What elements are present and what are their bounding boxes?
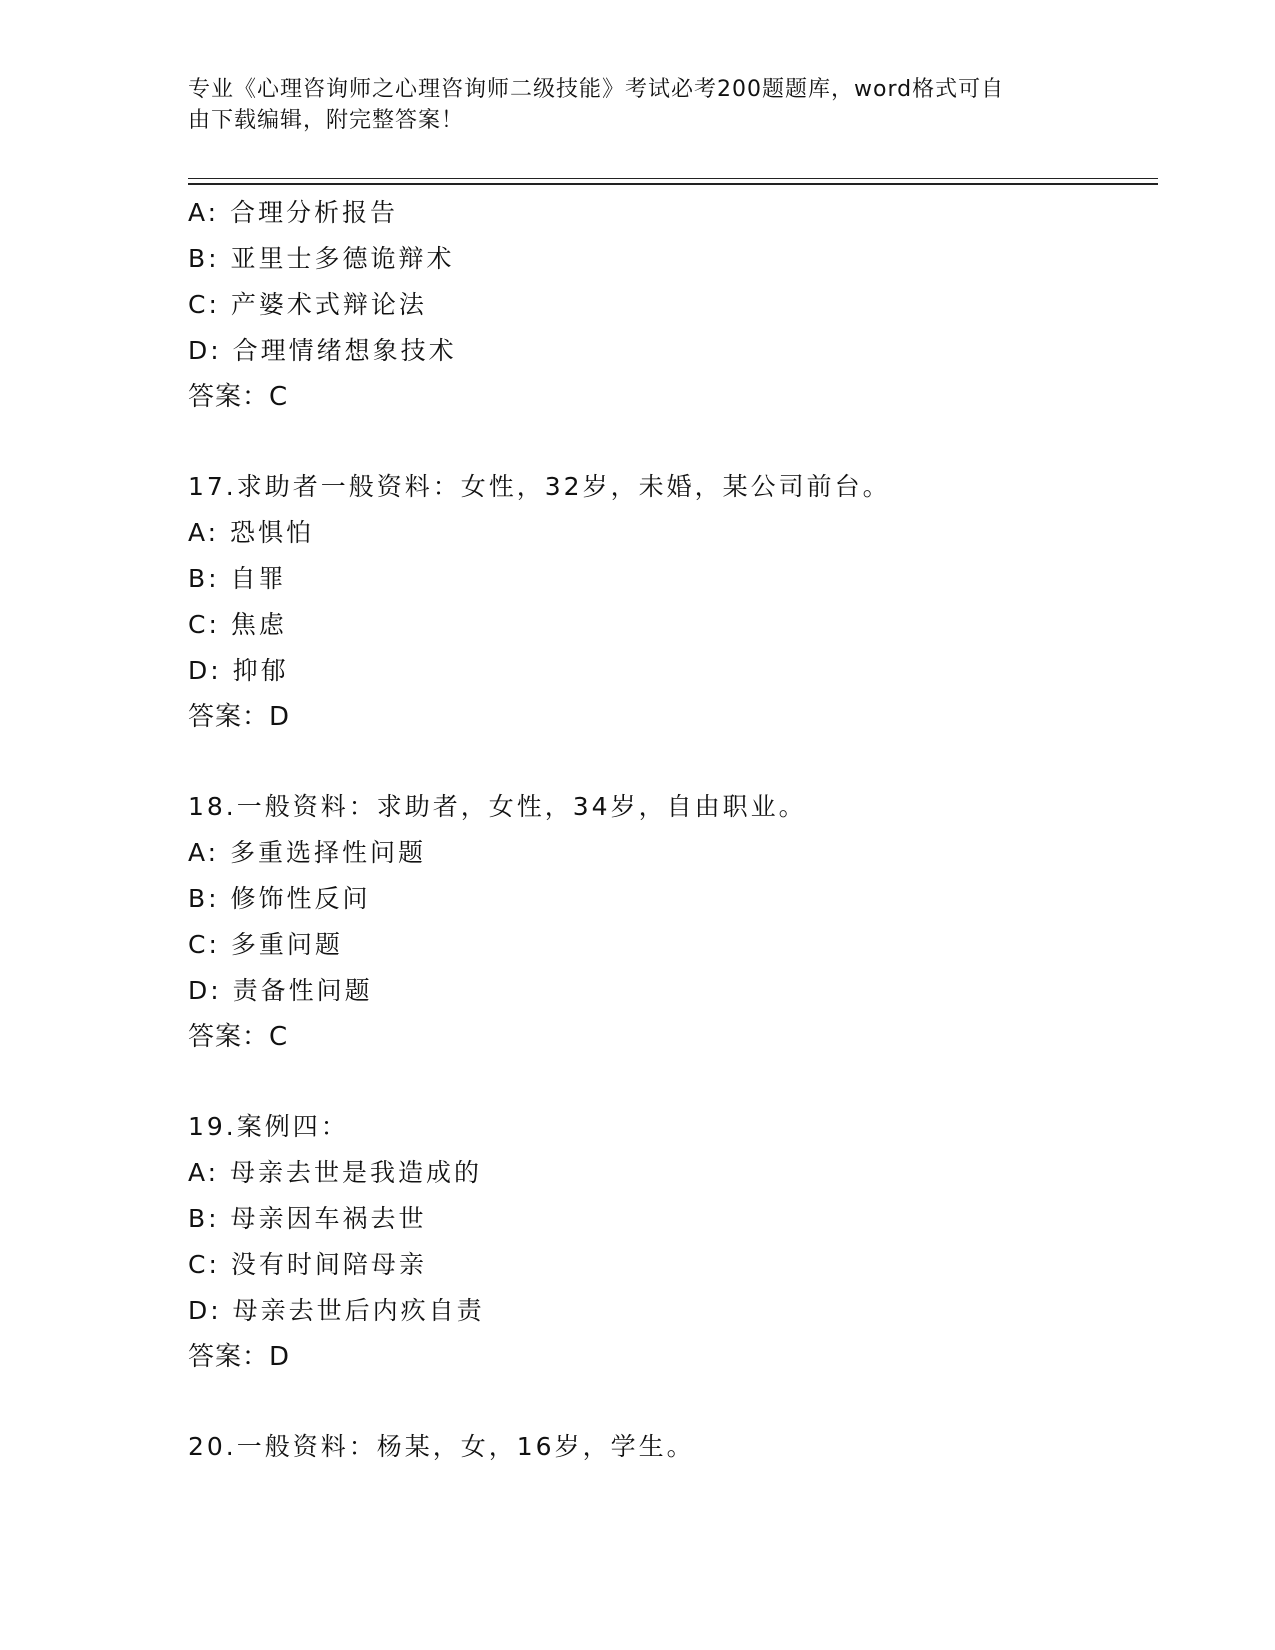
question-stem: 19.案例四： xyxy=(188,1112,349,1141)
question-17 xyxy=(188,464,1158,740)
header-divider-thick xyxy=(188,183,1158,185)
document-header xyxy=(188,74,1068,136)
answer: 答案：C xyxy=(188,382,289,412)
option-a: A: 多重选择性问题 xyxy=(188,838,427,867)
option-d: D: 母亲去世后内疚自责 xyxy=(188,1296,485,1325)
question-stem: 18.一般资料：求助者，女性，34岁，自由职业。 xyxy=(188,792,807,821)
option-b: B: 母亲因车祸去世 xyxy=(188,1204,427,1233)
option-a: A: 合理分析报告 xyxy=(188,198,399,227)
answer: 答案：C xyxy=(188,1022,289,1052)
option-b: B: 自罪 xyxy=(188,564,287,593)
header-divider-thin xyxy=(188,178,1158,179)
option-c: C: 产婆术式辩论法 xyxy=(188,290,427,319)
option-b: B: 修饰性反问 xyxy=(188,884,371,913)
question-19 xyxy=(188,1104,1158,1380)
answer: 答案：D xyxy=(188,1342,291,1372)
question-16 xyxy=(188,190,1158,420)
header-line-2: 由下载编辑，附完整答案！ xyxy=(188,108,465,133)
header-line-1: 专业《心理咨询师之心理咨询师二级技能》考试必考200题题库，word格式可自 xyxy=(188,77,1005,102)
option-d: D: 合理情绪想象技术 xyxy=(188,336,457,365)
option-c: C: 焦虑 xyxy=(188,610,287,639)
option-c: C: 没有时间陪母亲 xyxy=(188,1250,427,1279)
option-a: A: 母亲去世是我造成的 xyxy=(188,1158,483,1187)
question-stem: 20.一般资料：杨某，女，16岁，学生。 xyxy=(188,1432,695,1461)
option-d: D: 责备性问题 xyxy=(188,976,373,1005)
question-20 xyxy=(188,1424,1158,1470)
question-18 xyxy=(188,784,1158,1060)
question-stem: 17.求助者一般资料：女性，32岁，未婚，某公司前台。 xyxy=(188,472,891,501)
option-c: C: 多重问题 xyxy=(188,930,343,959)
option-a: A: 恐惧怕 xyxy=(188,518,315,547)
option-d: D: 抑郁 xyxy=(188,656,289,685)
question-list xyxy=(188,190,1158,1470)
answer: 答案：D xyxy=(188,702,291,732)
option-b: B: 亚里士多德诡辩术 xyxy=(188,244,455,273)
